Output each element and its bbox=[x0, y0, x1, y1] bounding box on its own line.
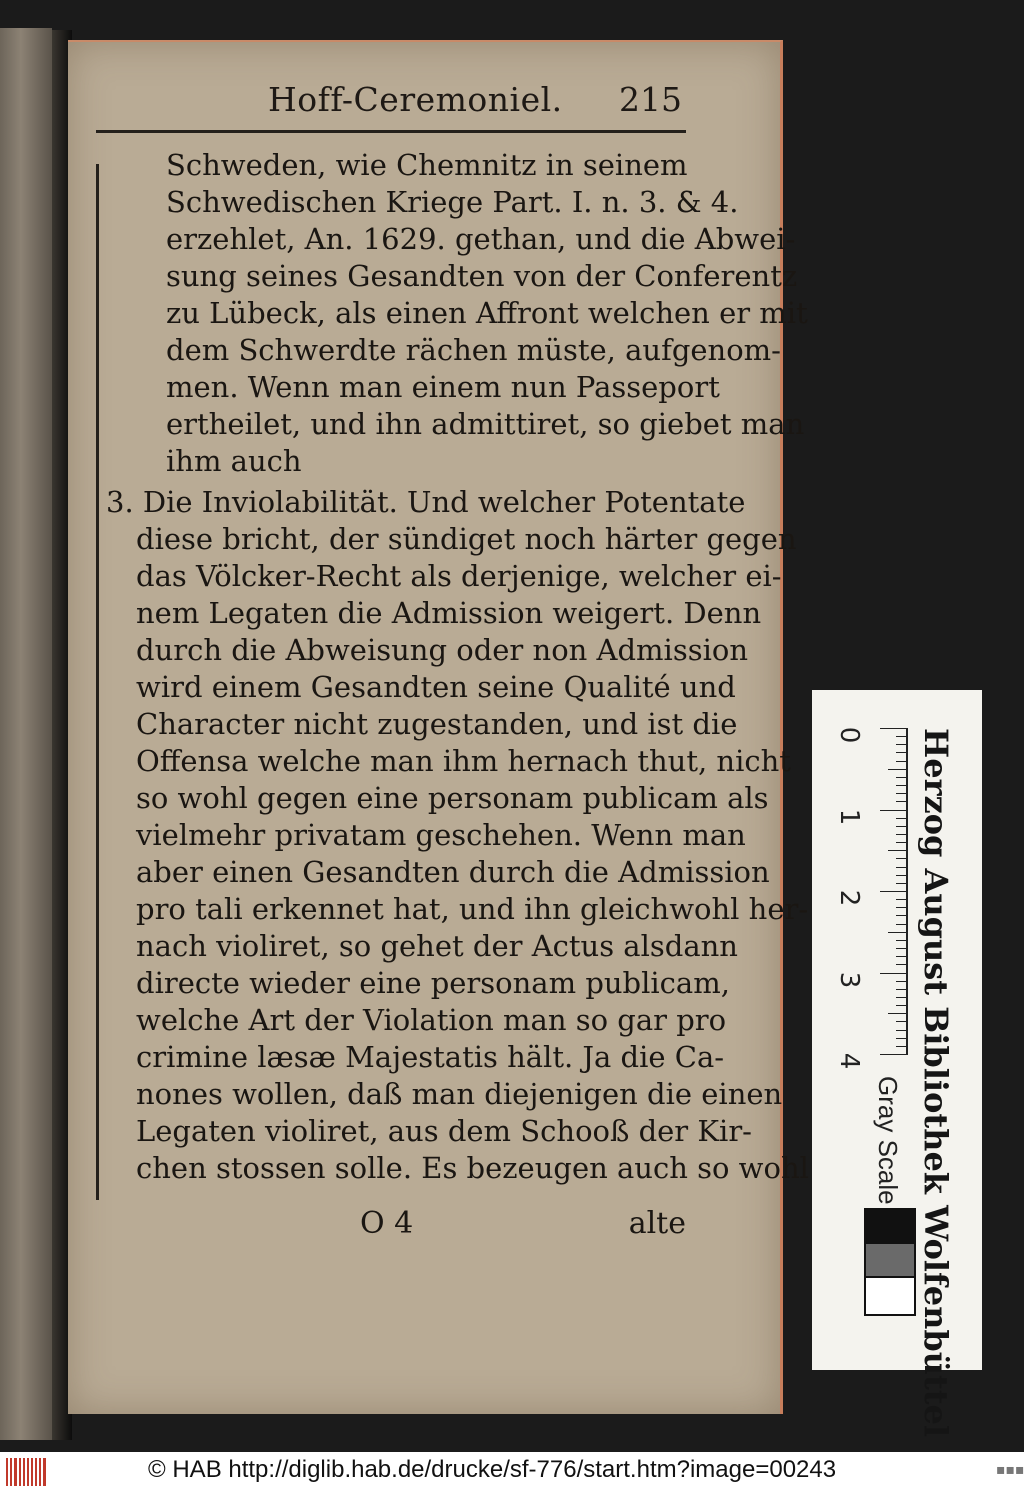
ruler-tick bbox=[896, 883, 908, 884]
ruler-tick bbox=[896, 744, 908, 745]
text-line: aber einen Gesandten durch die Admission bbox=[136, 855, 770, 889]
ruler-tick bbox=[880, 1054, 908, 1055]
ruler-tick bbox=[896, 752, 908, 753]
ruler-label: 0 bbox=[834, 726, 864, 744]
ruler-tick bbox=[896, 1021, 908, 1022]
text-line: 3. Die Inviolabilität. Und welcher Potentate bbox=[106, 485, 746, 519]
text-line: Legaten violiret, aus dem Schooß der Kir- bbox=[136, 1114, 752, 1148]
page-footer bbox=[360, 1206, 686, 1246]
ruler-tick bbox=[896, 1005, 908, 1006]
facing-page-edge bbox=[0, 28, 52, 1440]
ruler-tick bbox=[896, 1030, 908, 1031]
ruler-tick bbox=[896, 834, 908, 835]
more-icon[interactable]: ▪▪▪ bbox=[996, 1462, 1024, 1478]
ruler-label: 3 bbox=[834, 971, 864, 988]
ruler-tick bbox=[896, 875, 908, 876]
ruler-tick bbox=[896, 915, 908, 916]
text-line: dem Schwerdte rächen müste, aufgenom- bbox=[166, 333, 781, 367]
text-line: diese bricht, der sündiget noch härter gegen bbox=[136, 522, 797, 556]
running-title: Hoff-Ceremoniel. bbox=[268, 80, 563, 119]
ruler-tick bbox=[896, 899, 908, 900]
text-line: pro tali erkennet hat, und ihn gleichwohl her- bbox=[136, 892, 809, 926]
page-number: 215 bbox=[619, 80, 682, 119]
ruler-tick bbox=[896, 777, 908, 778]
ruler-tick bbox=[896, 1046, 908, 1047]
ruler-tick bbox=[896, 907, 908, 908]
text-line: ihm auch bbox=[166, 444, 302, 478]
ruler-tick bbox=[896, 956, 908, 957]
margin-rule bbox=[96, 164, 99, 1200]
text-line: men. Wenn man einem nun Passeport bbox=[166, 370, 720, 404]
ruler-tick bbox=[896, 842, 908, 843]
gray-scale-label: Gray Scale bbox=[873, 1076, 903, 1205]
ruler-tick bbox=[896, 940, 908, 941]
text-line: crimine læsæ Majestatis hält. Ja die Ca- bbox=[136, 1040, 725, 1074]
text-line: Character nicht zugestanden, und ist die bbox=[136, 707, 738, 741]
text-line: nach violiret, so gehet der Actus alsdann bbox=[136, 929, 738, 963]
ruler-tick bbox=[896, 997, 908, 998]
copyright-link[interactable]: © HAB http://diglib.hab.de/drucke/sf-776/start.htm?image=00243 bbox=[148, 1456, 837, 1483]
ruler-tick bbox=[896, 761, 908, 762]
ruler-tick bbox=[880, 973, 908, 974]
catchword: alte bbox=[628, 1206, 686, 1241]
ruler-tick bbox=[880, 728, 908, 729]
ruler-tick bbox=[888, 769, 908, 770]
text-line: welche Art der Violation man so gar pro bbox=[136, 1003, 727, 1037]
page-header bbox=[268, 80, 688, 120]
text-line: Offensa welche man ihm hernach thut, nicht bbox=[136, 744, 791, 778]
ruler-tick bbox=[896, 736, 908, 737]
text-line: zu Lübeck, als einen Affront welchen er mit bbox=[166, 296, 808, 330]
institution-name: Herzog August Bibliothek Wolfenbüttel bbox=[917, 728, 955, 1438]
text-line: directe wieder eine personam publicam, bbox=[136, 966, 730, 1000]
text-line: vielmehr privatam geschehen. Wenn man bbox=[136, 818, 746, 852]
ruler-tick bbox=[896, 818, 908, 819]
text-line: sung seines Gesandten von der Conferentz bbox=[166, 259, 798, 293]
ruler-tick bbox=[896, 1038, 908, 1039]
text-line: chen stossen solle. Es bezeugen auch so wohl bbox=[136, 1151, 809, 1185]
text-line: wird einem Gesandten seine Qualité und bbox=[136, 670, 736, 704]
ruler-tick bbox=[896, 785, 908, 786]
ruler-tick bbox=[896, 981, 908, 982]
text-line: Schwedischen Kriege Part. I. n. 3. & 4. bbox=[166, 185, 739, 219]
ruler-tick bbox=[888, 1013, 908, 1014]
ruler-tick bbox=[896, 867, 908, 868]
ruler-tick bbox=[896, 793, 908, 794]
header-rule bbox=[96, 130, 686, 133]
ruler-tick bbox=[896, 924, 908, 925]
ruler-tick bbox=[880, 891, 908, 892]
ruler-label: 4 bbox=[834, 1052, 864, 1070]
ruler-tick bbox=[896, 826, 908, 827]
gray-swatch bbox=[864, 1276, 916, 1316]
text-line: so wohl gegen eine personam publicam als bbox=[136, 781, 769, 815]
text-line: durch die Abweisung oder non Admission bbox=[136, 633, 749, 667]
text-line: nem Legaten die Admission weigert. Denn bbox=[136, 596, 762, 630]
text-line: erzehlet, An. 1629. gethan, und die Abwei- bbox=[166, 222, 796, 256]
text-line: ertheilet, und ihn admittiret, so giebet man bbox=[166, 407, 805, 441]
ruler-tick bbox=[896, 948, 908, 949]
text-line: das Völcker-Recht als derjenige, welcher ei- bbox=[136, 559, 782, 593]
ruler-label: 2 bbox=[834, 889, 864, 907]
text-line: nones wollen, daß man diejenigen die einen bbox=[136, 1077, 783, 1111]
ruler-tick bbox=[896, 858, 908, 859]
signature-mark: O 4 bbox=[360, 1206, 414, 1241]
ruler-tick bbox=[896, 801, 908, 802]
ruler-tick bbox=[888, 932, 908, 933]
text-line: Schweden, wie Chemnitz in seinem bbox=[166, 148, 688, 182]
ruler-tick bbox=[880, 810, 908, 811]
ruler-tick bbox=[888, 850, 908, 851]
ruler-tick bbox=[896, 964, 908, 965]
ruler-label: 1 bbox=[834, 808, 864, 825]
barcode-icon bbox=[6, 1458, 46, 1486]
ruler-tick bbox=[896, 989, 908, 990]
ruler bbox=[878, 728, 908, 1058]
